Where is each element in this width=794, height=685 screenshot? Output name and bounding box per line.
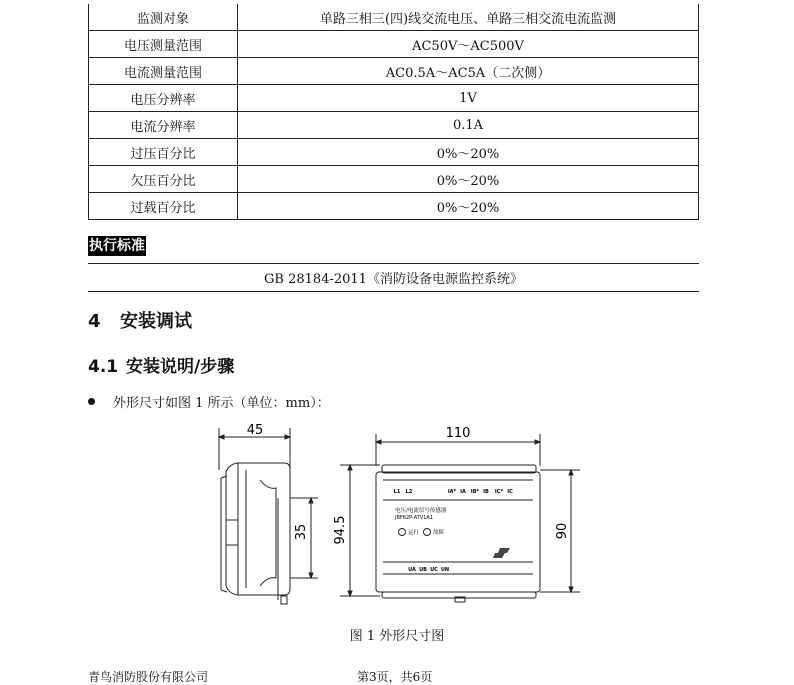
terminal-label-top: L2 [405,489,413,495]
device-model: JBF62P-ATV1A1 [395,515,434,521]
spec-value: 0%～20% [238,139,699,166]
dim-rail: 35 [294,523,309,541]
terminal-label-top: IC* [494,489,504,495]
terminal-label-top: IC [507,489,513,495]
dim-side-width: 45 [246,423,264,438]
led-run-label: 运行 [408,530,420,536]
standard-text: GB 28184-2011《消防设备电源监控系统》 [264,272,523,287]
led-fault-label: 故障 [433,530,445,536]
terminal-label-bottom: UB [419,567,427,573]
spec-param: 电压分辨率 [89,85,238,112]
spec-value: 0.1A [238,112,699,139]
bullet-text: 外形尺寸如图 1 所示（单位：mm）： [113,396,330,411]
footer-page-number: 第3页，共6页 [357,670,433,684]
standard-heading: 执行标准 [89,238,145,254]
dim-height-inner: 94.5 [333,515,348,545]
terminal-label-top: IA* [447,489,457,495]
spec-param: 监测对象 [89,4,238,31]
terminal-label-bottom: UA [408,567,416,573]
spec-param: 电压测量范围 [89,31,238,58]
spec-param: 过压百分比 [89,139,238,166]
section-4-title: 安装调试 [120,311,192,332]
terminal-label-top: IB [483,489,489,495]
spec-value: AC50V～AC500V [238,31,699,58]
spec-param: 电流分辨率 [89,112,238,139]
terminal-label-bottom: UC [430,567,438,573]
dim-front-width: 110 [445,426,471,441]
figure-caption: 图 1 外形尺寸图 [349,629,445,644]
terminal-label-top: IA [460,489,466,495]
spec-value: 0%～20% [238,166,699,193]
spec-value: 单路三相三(四)线交流电压、单路三相交流电流监测 [238,4,699,31]
spec-param: 电流测量范围 [89,58,238,85]
terminal-label-top: IB* [470,489,480,495]
spec-param: 欠压百分比 [89,166,238,193]
spec-param: 过载百分比 [89,193,238,220]
terminal-label-bottom: UN [440,567,450,573]
spec-value: AC0.5A～AC5A（二次侧） [238,58,699,85]
footer-company: 青鸟消防股份有限公司 [88,670,209,684]
section-4-1-title: 安装说明/步骤 [126,357,235,377]
terminal-label-top: L1 [393,489,401,495]
spec-value: 1V [238,85,699,112]
spec-value: 0%～20% [238,193,699,220]
device-name: 电压/电流信号传感器 [395,508,447,514]
section-4-number: 4 [88,311,101,332]
section-4-1-number: 4.1 [88,357,119,377]
dim-height-outer: 90 [555,522,570,540]
